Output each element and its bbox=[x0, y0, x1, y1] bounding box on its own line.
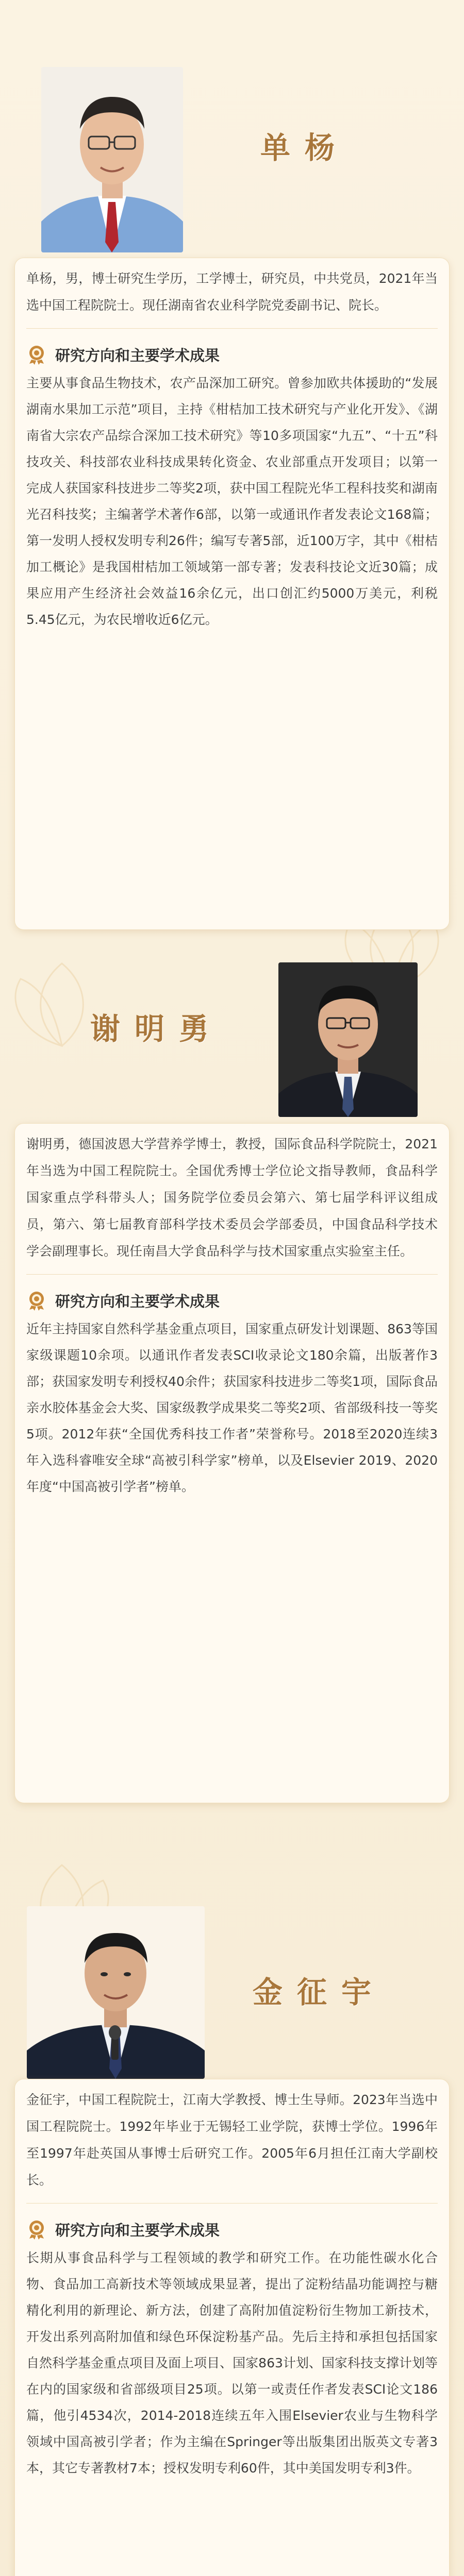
bio-text: 金征宇，中国工程院院士，江南大学教授、博士生导师。2023年当选中国工程院院士。1992年毕业于无锡轻工业学院，获博士学位。1996年至1997年赴英国从事博士后研究工作。2005年6月担任江南大学副校长。 bbox=[26, 2092, 438, 2188]
person-section-1 bbox=[0, 0, 464, 948]
portrait-photo bbox=[27, 1906, 205, 2079]
section-heading-text: 研究方向和主要学术成果 bbox=[55, 2221, 220, 2239]
person-section-2 bbox=[0, 948, 464, 1906]
divider bbox=[26, 2203, 438, 2204]
person-name: 单杨 bbox=[260, 130, 350, 165]
section-heading bbox=[26, 2217, 438, 2242]
person-name: 谢明勇 bbox=[90, 1011, 224, 1046]
portrait-photo bbox=[278, 962, 418, 1117]
award-medal-icon bbox=[26, 2219, 47, 2240]
bio-text: 谢明勇，德国波恩大学营养学博士，教授，国际食品科学院院士，2021年当选为中国工程院院士。全国优秀博士学位论文指导教师，食品科学国家重点学科带头人；国务院学位委员会第六、第七届学科评议组成员，第六、第七届教育部科学技术委员会学部委员，中国食品科学技术学会副理事长。现任南昌大学食品科学与技术国家重点实验室主任。 bbox=[26, 1137, 438, 1259]
section-heading bbox=[26, 1288, 438, 1313]
award-medal-icon bbox=[26, 1290, 47, 1311]
portrait-photo bbox=[41, 67, 183, 252]
research-text: 主要从事食品生物技术，农产品深加工研究。曾参加欧共体援助的“发展湖南水果加工示范”项目，主持《柑桔加工技术研究与产业化开发》、《湖南省大宗农产品综合深加工技术研究》等10多项国家“九五”、“十五”科技攻关、科技部农业科技成果转化资金、农业部重点开发项目；以第一完成人获国家科技进步二等奖2项，获中国工程院光华工程科技奖和湖南光召科技奖；主编著学术著作6部，以第一或通讯作者发表论文168篇；第一发明人授权发明专利26件；编写专著5部，近100万字，其中《柑桔加工概论》是我国柑桔加工领域第一部专著；发表科技论文近30篇；成果应用产生经济社会效益16余亿元，出口创汇约5000万美元，利税5.45亿元，为农民增收近6亿元。 bbox=[26, 376, 438, 627]
research-text: 长期从事食品科学与工程领域的教学和研究工作。在功能性碳水化合物、食品加工高新技术等领域成果显著，提出了淀粉结晶功能调控与糖精化利用的新理论、新方法，创建了高附加值淀粉衍生物加工新技术，开发出系列高附加值和绿色环保淀粉基产品。先后主持和承担包括国家自然科学基金重点项目及面上项目、国家863计划、国家科技支撑计划等在内的国家级和省部级项目25项。以第一或责任作者发表SCI论文186篇，他引4534次，2014-2018连续五年入围Elsevier农业与生物科学领域中国高被引学者；作为主编在Springer等出版集团出版英文专著3本，其它专著教材7本；授权发明专利60件，其中美国发明专利3件。 bbox=[26, 2250, 438, 2476]
bio-card bbox=[14, 258, 450, 930]
section-heading bbox=[26, 342, 438, 367]
bio-card bbox=[14, 1123, 450, 1803]
divider bbox=[26, 328, 438, 329]
person-name: 金征宇 bbox=[253, 1975, 386, 2010]
section-heading-text: 研究方向和主要学术成果 bbox=[55, 1292, 220, 1310]
divider bbox=[26, 1274, 438, 1275]
research-text: 近年主持国家自然科学基金重点项目，国家重点研发计划课题、863等国家级课题10余项。以通讯作者发表SCI收录论文180余篇，出版著作3部；获国家发明专利授权40余件；获国家科技进步二等奖1项，国际食品亲水胶体基金会大奖、国家级教学成果奖二等奖2项、省部级科技一等奖5项。2012年获“全国优秀科技工作者”荣誉称号。2018至2020连续3年入选科睿唯安全球“高被引科学家”榜单，以及Elsevier 2019、2020年度“中国高被引学者”榜单。 bbox=[26, 1321, 438, 1494]
person-section-3 bbox=[0, 1906, 464, 2576]
bio-card bbox=[14, 2079, 450, 2576]
bio-text: 单杨，男，博士研究生学历，工学博士，研究员，中共党员，2021年当选中国工程院院士。现任湖南省农业科学院党委副书记、院长。 bbox=[26, 271, 438, 313]
section-heading-text: 研究方向和主要学术成果 bbox=[55, 346, 220, 364]
award-medal-icon bbox=[26, 344, 47, 365]
